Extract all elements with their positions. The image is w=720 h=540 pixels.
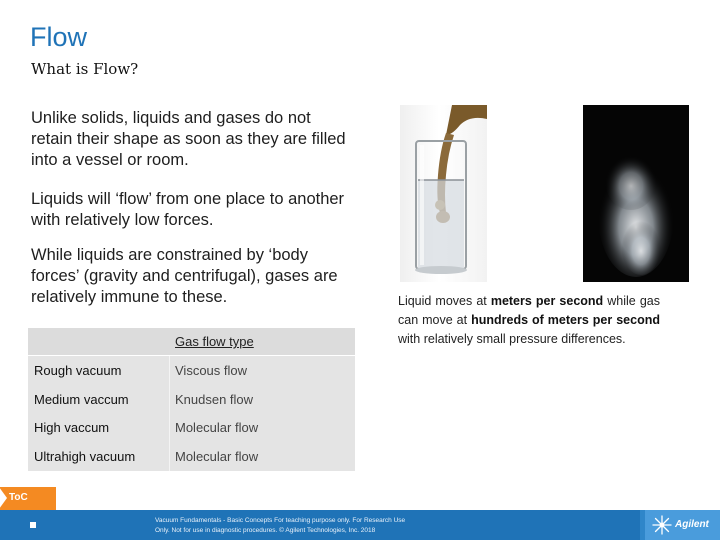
caption-text: while gas can move at xyxy=(398,294,660,327)
table-cell-vacuum: High vaccum xyxy=(34,420,110,435)
table-cell-flow: Molecular flow xyxy=(175,420,259,435)
agilent-logo xyxy=(645,510,720,540)
table-header-label: Gas flow type xyxy=(175,334,254,349)
footer-bullet-icon xyxy=(30,522,36,528)
caption-text: with relatively small pressure differences. xyxy=(398,332,626,346)
toc-label: ToC xyxy=(9,492,28,503)
body-paragraph-2: Liquids will ‘flow’ from one place to another with relatively low forces. xyxy=(31,190,345,229)
caption-text: Liquid moves at xyxy=(398,294,491,308)
body-paragraph-1: Unlike solids, liquids and gases do not retain their shape as soon as they are filled into a vessel or room. xyxy=(31,109,346,169)
table-divider xyxy=(169,413,170,442)
photo-caption xyxy=(398,292,660,349)
footer-legal-text xyxy=(155,516,445,536)
slide-subtitle: What is Flow? xyxy=(31,60,139,78)
table-cell-flow: Knudsen flow xyxy=(175,392,254,407)
footer-bar xyxy=(0,510,720,540)
caption-bold: meters per second xyxy=(490,294,604,308)
liquid-pouring-illustration xyxy=(400,105,487,282)
footer-legal-line: Only. Not for use in diagnostic procedures. © Agilent Technologies, Inc. 2018 xyxy=(155,527,376,534)
body-paragraph-3: While liquids are constrained by ‘body forces’ (gravity and centrifugal), gases are relatively immune to these. xyxy=(31,246,338,306)
table-cell-vacuum: Medium vaccum xyxy=(34,392,129,407)
table-cell-flow: Viscous flow xyxy=(175,363,248,378)
gas-plume-photo xyxy=(583,105,689,282)
footer-legal-line: Vacuum Fundamentals - Basic Concepts For teaching purpose only. For Research Use xyxy=(155,517,406,524)
table-header xyxy=(28,328,355,355)
gas-flow-table xyxy=(28,328,355,471)
table-divider xyxy=(169,385,170,414)
liquid-pouring-photo xyxy=(400,105,487,282)
gas-plume-illustration xyxy=(583,105,689,282)
table-cell-vacuum: Rough vacuum xyxy=(34,363,122,378)
slide-title: Flow xyxy=(30,22,88,52)
caption-bold: hundreds of meters per second xyxy=(471,313,660,327)
table-row xyxy=(28,385,355,414)
table-divider xyxy=(169,442,170,471)
table-row xyxy=(28,442,355,471)
table-divider xyxy=(169,356,170,385)
spark-icon xyxy=(651,515,673,535)
table-cell-flow: Molecular flow xyxy=(175,449,259,464)
table-row xyxy=(28,413,355,442)
table-row xyxy=(28,356,355,385)
toc-button[interactable] xyxy=(0,487,56,510)
agilent-logo-text: Agilent xyxy=(675,519,709,530)
table-cell-vacuum: Ultrahigh vacuum xyxy=(34,449,136,464)
